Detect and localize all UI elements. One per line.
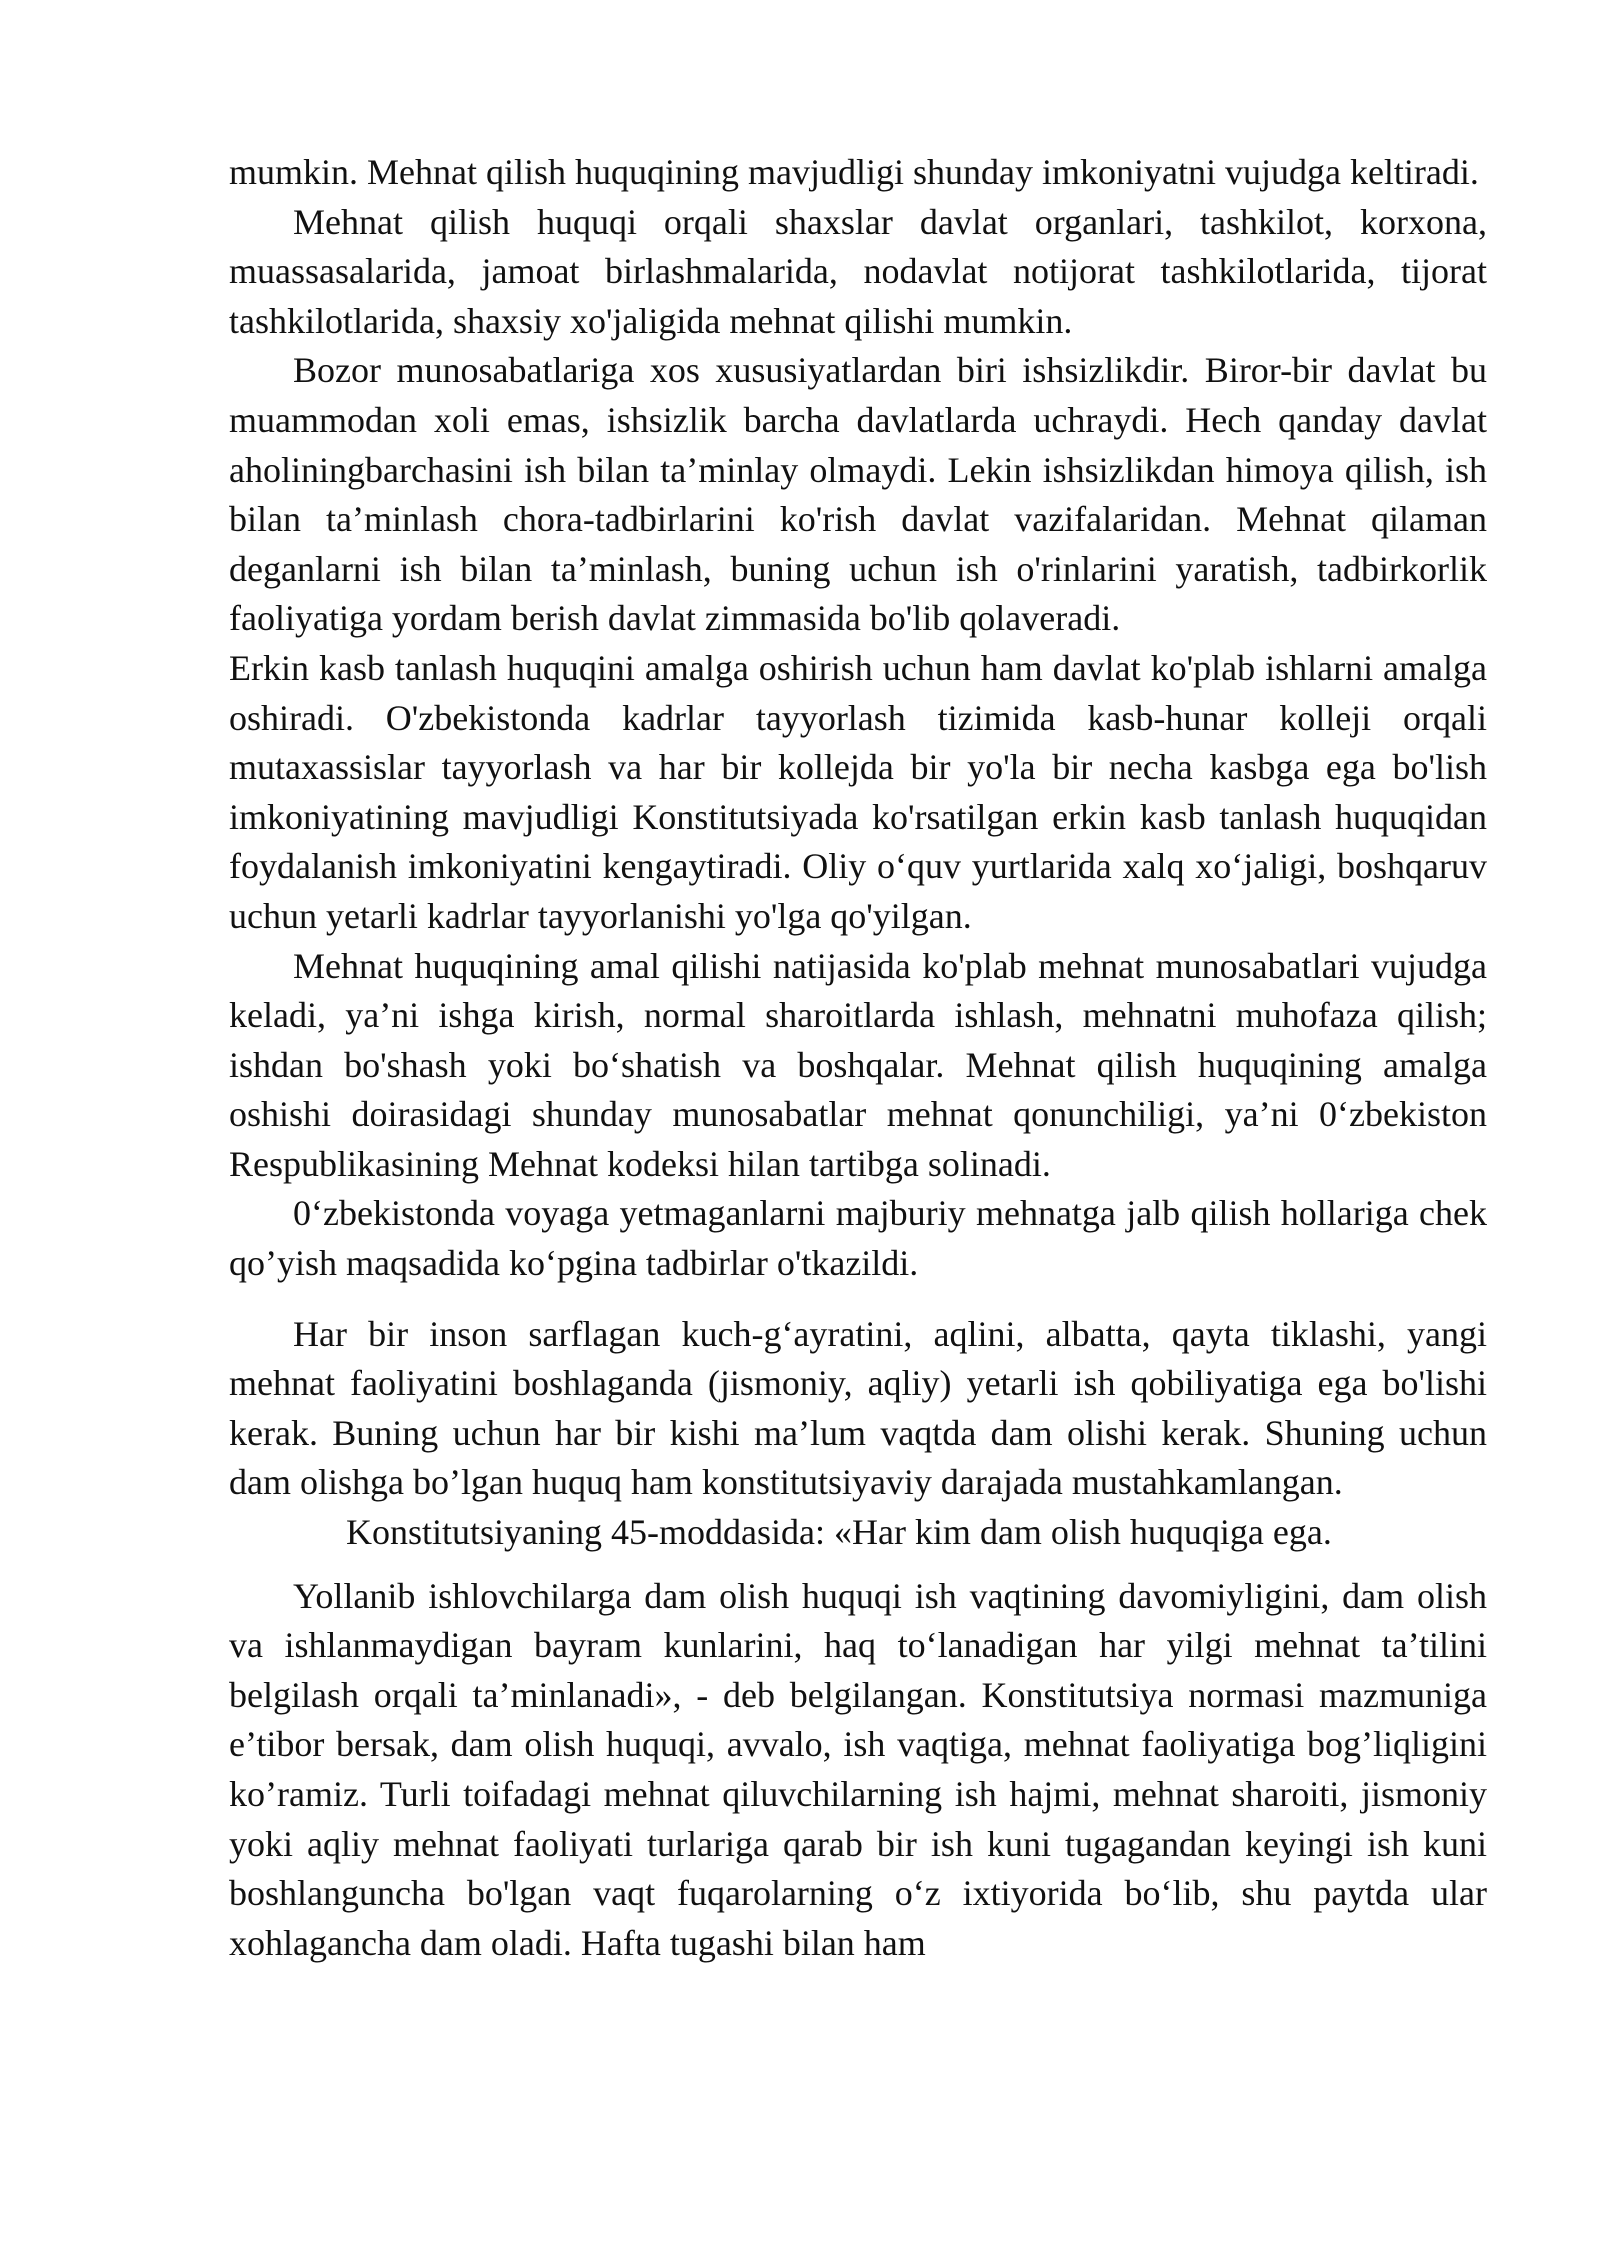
paragraph: Har bir inson sarflagan kuch-g‘ayratini, aqlini, albatta, qayta tiklashi, yangi mehnat faoliyatini boshlaganda (jismoniy, aqliy) yetarli ish qobiliyatiga ega bo'lishi kerak. Buning uchun har bir kishi ma’lum vaqtda dam olishi kerak. Shuning uchun dam olishga bo’lgan huquq ham konstitutsiyaviy darajada mustahkamlangan. <box>229 1313 1487 1503</box>
document-page <box>229 148 1487 1968</box>
paragraph: mumkin. Mehnat qilish huquqining mavjudligi shunday imkoniyatni vujudga keltiradi. <box>229 152 1479 192</box>
paragraph: Mehnat huquqining amal qilishi natijasida ko'plab mehnat munosabatlari vujudga keladi, ya’ni ishga kirish, normal sharoitlarda ishlash, mehnatni muhofaza qilish; ishdan bo'shash yoki bo‘shatish va boshqalar. Mehnat qilish huquqining amalga oshishi doirasidagi shunday munosabatlar mehnat qonunchiligi, ya’ni 0‘zbekiston Respublikasining Mehnat kodeksi hilan tartibga solinadi. <box>229 945 1487 1184</box>
paragraph: Yollanib ishlovchilarga dam olish huquqi ish vaqtining davomiyligini, dam olish va ishlanmaydigan bayram kunlarini, haq to‘lanadigan har yilgi mehnat ta’tilini belgilash orqali ta’minlanadi», - deb belgilangan. Konstitutsiya normasi mazmuniga e’tibor bersak, dam olish huquqi, avvalo, ish vaqtiga, mehnat faoliyatiga bog’liqligini ko’ramiz. Turli toifadagi mehnat qiluvchilarning ish hajmi, mehnat sharoiti, jismoniy yoki aqliy mehnat faoliyati turlariga qarab bir ish kuni tugagandan keyingi ish kuni boshlanguncha bo'lgan vaqt fuqarolarning o‘z ixtiyorida bo‘lib, shu paytda ular xohlagancha dam oladi. Hafta tugashi bilan ham <box>229 1575 1487 1963</box>
paragraph: Bozor munosabatlariga xos xususiyatlardan biri ishsizlikdir. Biror-bir davlat bu muammodan xoli emas, ishsizlik barcha davlatlarda uchraydi. Hech qanday davlat aholiningbarchasini ish bilan ta’minlay olmaydi. Lekin ishsizlikdan himoya qilish, ish bilan ta’minlash chora-tadbirlarini ko'rish davlat vazifalaridan. Mehnat qilaman deganlarni ish bilan ta’minlash, buning uchun ish o'rinlarini yaratish, tadbirkorlik faoliyatiga yordam berish davlat zimmasida bo'lib qolaveradi. <box>229 350 1487 639</box>
paragraph: 0‘zbekistonda voyaga yetmaganlarni majburiy mehnatga jalb qilish hollariga chek qo’yish maqsadida ko‘pgina tadbirlar o'tkazildi. <box>229 1193 1487 1284</box>
paragraph-quote-heading: Konstitutsiyaning 45-moddasida: «Har kim dam olish huquqiga ega. <box>346 1512 1332 1553</box>
paragraph: Mehnat qilish huquqi orqali shaxslar davlat organlari, tashkilot, korxona, muassasalarida, jamoat birlashmalarida, nodavlat notijorat tashkilotlarida, tijorat tashkilotlarida, shaxsiy xo'jaligida mehnat qilishi mumkin. <box>229 201 1487 341</box>
paragraph: Erkin kasb tanlash huquqini amalga oshirish uchun ham davlat ko'plab ishlarni amalga oshiradi. O'zbekistonda kadrlar tayyorlash tizimida kasb-hunar kolleji orqali mutaxassislar tayyorlash va har bir kollejda bir yo'la bir necha kasbga ega bo'lish imkoniyatining mavjudligi Konstitutsiyada ko'rsatilgan erkin kasb tanlash huquqidan foydalanish imkoniyatini kengaytiradi. Oliy o‘quv yurtlarida xalq xo‘jaligi, boshqaruv uchun yetarli kadrlar tayyorlanishi yo'lga qo'yilgan. <box>229 647 1487 936</box>
